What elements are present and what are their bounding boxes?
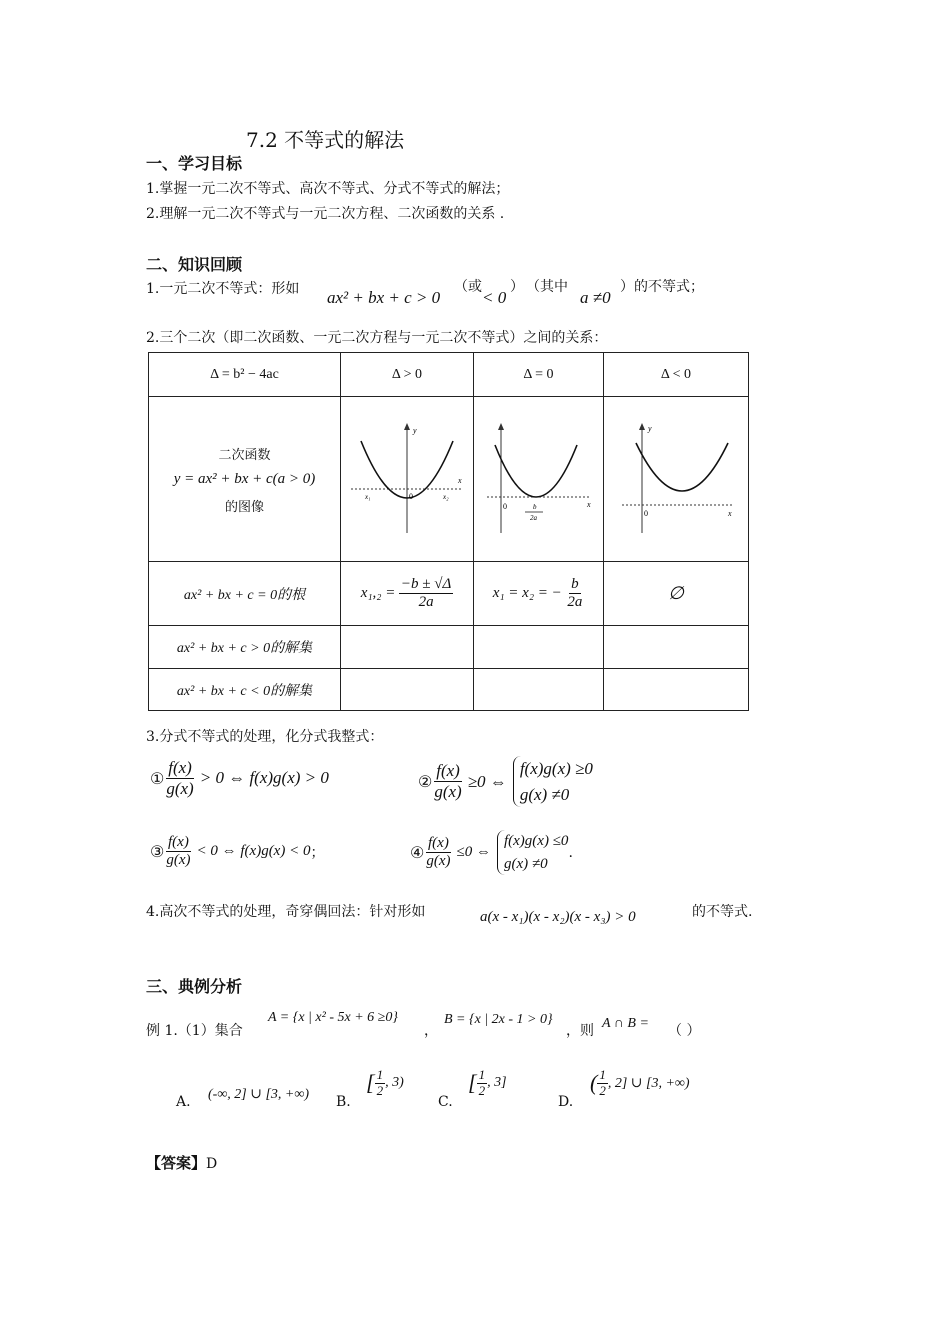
- roots-one-denominator: 2a: [567, 594, 583, 610]
- table-row-gt-label: ax² + bx + c > 0的解集: [149, 626, 341, 669]
- graph3-x-label: x: [727, 509, 732, 518]
- roots-two-formula: [341, 562, 474, 626]
- rule-1-rhs: > 0 ⇔ f(x)g(x) > 0: [199, 768, 329, 788]
- set-a-definition: A = {x | x² - 5x + 6 ≥0}: [268, 1010, 398, 1025]
- roots-one-formula: [474, 562, 604, 626]
- option-d-half-den: 2: [599, 1082, 606, 1098]
- option-c-label: C.: [438, 1094, 453, 1110]
- intersection-question: A ∩ B =: [602, 1016, 649, 1031]
- review-item-1-end: ）的不等式；: [620, 279, 704, 295]
- table-header-negative: Δ < 0: [604, 353, 749, 397]
- option-c-value: [ $\frac{1}{2}$ , 3]: [468, 1067, 507, 1098]
- option-b-label: B.: [336, 1094, 351, 1110]
- option-c-half-den: 2: [478, 1082, 486, 1098]
- review-item-3: 3.分式不等式的处理，化分式我整式：: [146, 729, 384, 745]
- gt-cell-negative: [604, 626, 749, 669]
- fraction-rule-4: [410, 830, 573, 875]
- three-quadratics-table: [148, 352, 749, 711]
- graph-label-line-1: 二次函数: [218, 447, 271, 463]
- table-header-zero: Δ = 0: [474, 353, 604, 397]
- roots-two-denominator: 2a: [418, 594, 434, 610]
- rule-1-fraction: [164, 758, 195, 798]
- rule-2-mark: ②: [418, 772, 433, 791]
- quadratic-inequality-expr: ax² + bx + c > 0: [327, 288, 441, 307]
- rule-4-numerator: f(x): [426, 835, 451, 853]
- review-item-4-prefix: 4.高次不等式的处理，奇穿偶回法：针对形如: [146, 904, 426, 920]
- graph1-root-x2: x₂: [443, 493, 449, 501]
- option-d-value: ( $\frac{1}{2}$ , 2] ∪ [3, +∞): [590, 1067, 690, 1098]
- roots-two-fraction: [399, 576, 453, 612]
- section-heading-goals: 一、学习目标: [146, 154, 243, 173]
- review-item-2: 2.三个二次（即二次函数、一元二次方程与一元二次不等式）之间的关系：: [146, 330, 608, 346]
- rule-4-system: [497, 830, 568, 875]
- graph-cell-zero: [474, 397, 604, 562]
- option-a-label: A.: [176, 1094, 191, 1110]
- option-a-value: (-∞, 2] ∪ [3, +∞): [208, 1087, 310, 1102]
- roots-two-numerator: −b ± √Δ: [399, 576, 453, 594]
- graph1-root-x1: x₁: [365, 493, 371, 501]
- graph2-x-label: x: [587, 500, 591, 509]
- answer-line: [146, 1152, 217, 1173]
- answer-label: 【答案】: [146, 1154, 207, 1172]
- graph3-origin: 0: [643, 509, 648, 518]
- parabola-one-root-graph: [481, 419, 596, 539]
- parabola-two-roots-graph: [347, 419, 467, 539]
- review-item-1-lt: < 0: [482, 288, 507, 307]
- rule-4-rhs: ≤0 ⇔: [456, 844, 491, 860]
- graph1-y-label: y: [413, 426, 417, 435]
- rule-1-numerator: f(x): [168, 758, 192, 777]
- rule-3-mark: ③: [150, 842, 165, 862]
- roots-one-fraction: [565, 576, 584, 612]
- rule-4-end: .: [568, 844, 573, 861]
- graph-cell-positive: [341, 397, 474, 562]
- fraction-rule-1: [150, 758, 329, 798]
- rule-3-numerator: f(x): [166, 834, 191, 852]
- rule-4-fraction: [424, 835, 452, 871]
- graph2-vertex-num: b: [533, 503, 537, 511]
- rule-3-end: ；: [310, 844, 325, 861]
- answer-value: D: [206, 1156, 218, 1172]
- review-item-1-close: ）: [510, 279, 524, 295]
- lt-cell-negative: [604, 669, 749, 711]
- option-b-rest: , 3): [385, 1075, 404, 1091]
- rule-2-numerator: f(x): [436, 761, 460, 781]
- rule-2-system-line-2: g(x) ≠0: [519, 784, 570, 804]
- table-header-positive: Δ > 0: [341, 353, 474, 397]
- rule-3-denominator: g(x): [166, 852, 191, 869]
- graph-label-line-2: y = ax² + bx + c(a > 0): [173, 470, 316, 487]
- graph2-vertex-den: 2a: [530, 514, 537, 522]
- graph1-origin: 0: [409, 492, 413, 501]
- option-d-rest: , 2] ∪ [3, +∞): [607, 1075, 690, 1091]
- review-item-4-end: 的不等式.: [692, 904, 753, 920]
- review-item-1-cond: a ≠0: [580, 288, 611, 307]
- section-heading-review: 二、知识回顾: [146, 255, 243, 274]
- section-heading-examples: 三、典例分析: [146, 977, 243, 996]
- rule-4-denominator: g(x): [426, 853, 451, 869]
- review-item-1-or: （或: [454, 279, 482, 295]
- rule-2-system-line-1: f(x)g(x) ≥0: [519, 759, 593, 778]
- roots-two-lhs: x₁,₂ =: [360, 584, 396, 601]
- option-c-half-num: 1: [478, 1067, 486, 1082]
- rule-4-system-line-2: g(x) ≠0: [503, 855, 548, 872]
- review-item-1-where: （其中: [526, 279, 568, 295]
- roots-none-emptyset: ∅: [604, 562, 749, 626]
- option-b-half-num: 1: [376, 1067, 384, 1082]
- example-1-then: ，则: [566, 1023, 594, 1039]
- goal-item-1: 1.掌握一元二次不等式、高次不等式、分式不等式的解法；: [146, 181, 510, 197]
- rule-2-denominator: g(x): [434, 782, 462, 801]
- fraction-rule-2: [418, 756, 593, 807]
- rule-3-rhs: < 0 ⇔ f(x)g(x) < 0: [196, 843, 311, 860]
- table-row-graph-label: [149, 397, 341, 562]
- table-row-lt-label: ax² + bx + c < 0的解集: [149, 669, 341, 711]
- rule-4-mark: ④: [410, 843, 425, 862]
- graph-cell-negative: [604, 397, 749, 562]
- graph2-origin: 0: [503, 502, 507, 511]
- option-d-half-num: 1: [599, 1067, 606, 1082]
- option-b-value: [ $\frac{1}{2}$ , 3): [366, 1067, 404, 1098]
- high-order-inequality-expr: a(x - x₁)(x - x₂)(x - x₃) > 0: [480, 909, 636, 925]
- rule-1-denominator: g(x): [166, 778, 194, 798]
- parabola-no-root-graph: [614, 419, 739, 539]
- rule-2-rhs: ≥0 ⇔: [467, 771, 507, 791]
- option-b-half-den: 2: [376, 1082, 384, 1098]
- answer-blank: （ ）: [668, 1023, 701, 1039]
- lt-cell-positive: [341, 669, 474, 711]
- table-row-roots-label: ax² + bx + c = 0的根: [149, 562, 341, 626]
- rule-1-mark: ①: [150, 768, 165, 788]
- rule-2-fraction: [432, 761, 463, 801]
- graph1-x-label: x: [458, 476, 462, 485]
- page-title: 7.2 不等式的解法: [246, 128, 405, 152]
- example-1-comma: ，: [424, 1023, 438, 1039]
- roots-one-lhs: x₁ = x₂ = −: [492, 584, 562, 601]
- option-c-rest: , 3]: [487, 1075, 507, 1091]
- table-header-discriminant: Δ = b² − 4ac: [149, 353, 341, 397]
- lt-cell-zero: [474, 669, 604, 711]
- fraction-rule-3: [150, 834, 324, 870]
- rule-3-fraction: [164, 834, 192, 870]
- goal-item-2: 2.理解一元二次不等式与一元二次方程、二次函数的关系 .: [146, 206, 505, 222]
- rule-4-system-line-1: f(x)g(x) ≤0: [503, 833, 569, 849]
- example-1-prefix: 例 1.（1）集合: [146, 1023, 243, 1039]
- review-item-1-prefix: 1.一元二次不等式：形如: [146, 281, 300, 297]
- gt-cell-positive: [341, 626, 474, 669]
- graph-label-line-3: 的图像: [224, 499, 264, 515]
- set-b-definition: B = {x | 2x - 1 > 0}: [444, 1012, 553, 1027]
- roots-one-numerator: b: [569, 576, 581, 594]
- rule-2-system: [513, 756, 593, 807]
- graph3-y-label: y: [647, 424, 652, 433]
- gt-cell-zero: [474, 626, 604, 669]
- option-d-label: D.: [558, 1094, 574, 1110]
